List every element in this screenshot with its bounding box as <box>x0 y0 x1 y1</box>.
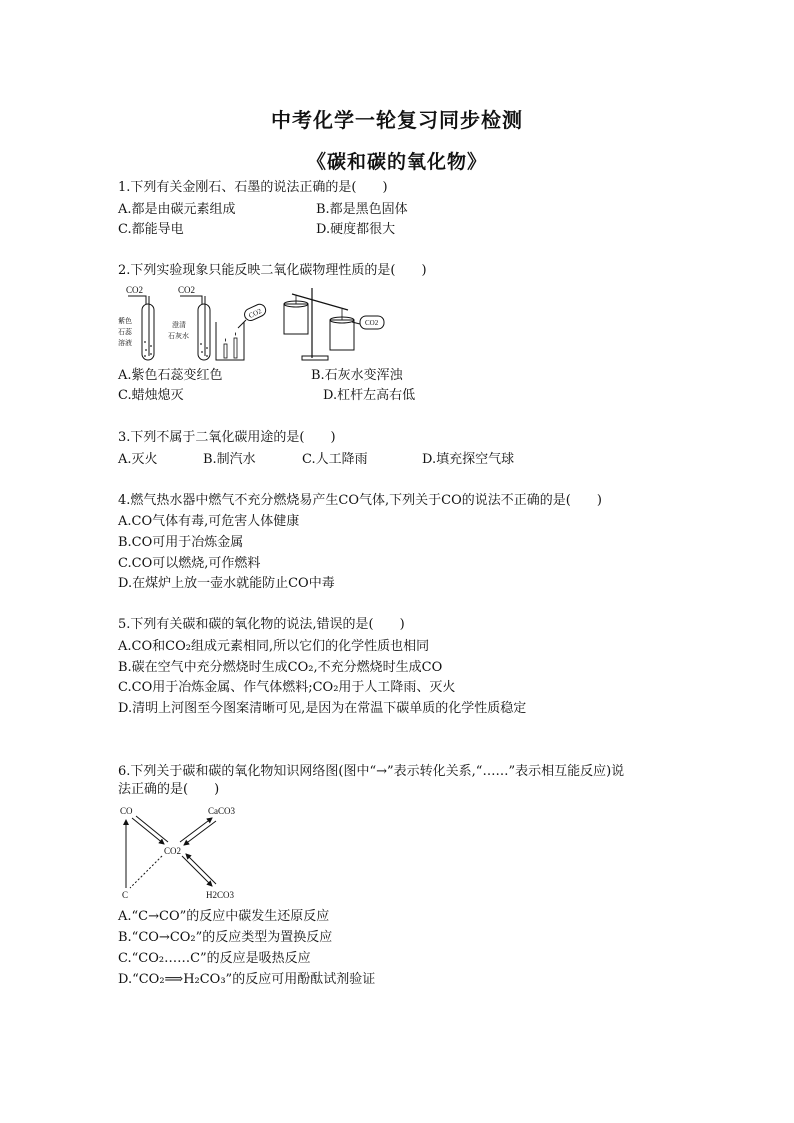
beaker-icon <box>216 322 244 360</box>
q2-fig-lime-2: 石灰水 <box>168 332 189 340</box>
q5-stem: 5.下列有关碳和碳的氧化物的说法,错误的是( ) <box>118 617 405 632</box>
q2-fig-litmus-3: 溶液 <box>118 339 132 347</box>
candle-icon <box>224 344 227 358</box>
page-title: 中考化学一轮复习同步检测 <box>271 108 523 132</box>
q2-stem: 2.下列实验现象只能反映二氧化碳物理性质的是( ) <box>118 263 427 278</box>
q4-stem: 4.燃气热水器中燃气不充分燃烧易产生CO气体,下列关于CO的说法不正确的是( ) <box>118 493 602 508</box>
q6-node-co: CO <box>120 806 133 816</box>
q3-stem: 3.下列不属于二氧化碳用途的是( ) <box>118 430 336 445</box>
q2-fig-co2-label-3: CO2 <box>247 307 263 320</box>
q2-option-a: A.紫色石蕊变红色 <box>118 368 223 383</box>
q2-fig-lime-1: 澄清 <box>172 321 186 329</box>
q5-option-d: D.清明上河图至今图案清晰可见,是因为在常温下碳单质的化学性质稳定 <box>118 701 527 716</box>
q2-fig-co2-label-1: CO2 <box>126 285 144 295</box>
q6-node-co2: CO2 <box>164 846 182 856</box>
q3-option-c: C.人工降雨 <box>302 452 368 467</box>
q4-option-d: D.在煤炉上放一壶水就能防止CO中毒 <box>118 576 335 591</box>
q2-option-b: B.石灰水变浑浊 <box>311 368 403 383</box>
q2-option-d: D.杠杆左高右低 <box>323 388 416 403</box>
q2-experiment-figure <box>116 282 396 366</box>
candle-icon <box>234 338 237 358</box>
q6-option-a: A.“C→CO”的反应中碳发生还原反应 <box>118 909 330 924</box>
q6-option-b: B.“CO→CO₂”的反应类型为置换反应 <box>118 930 333 945</box>
q5-option-b: B.碳在空气中充分燃烧时生成CO₂,不充分燃烧时生成CO <box>118 660 443 675</box>
page-subtitle: 《碳和碳的氧化物》 <box>306 151 487 173</box>
q6-option-c: C.“CO₂……C”的反应是吸热反应 <box>118 951 311 966</box>
q6-node-h2co3: H2CO3 <box>206 890 235 900</box>
q2-fig-litmus-2: 石蕊 <box>118 328 132 336</box>
q4-option-a: A.CO气体有毒,可危害人体健康 <box>118 514 300 529</box>
q1-stem: 1.下列有关金刚石、石墨的说法正确的是( ) <box>118 180 388 195</box>
test-tube-icon <box>142 304 154 360</box>
test-tube-icon <box>198 304 210 360</box>
q1-option-b: B.都是黑色固体 <box>316 202 408 217</box>
q2-fig-co2-label-2: CO2 <box>178 285 196 295</box>
q6-node-c: C <box>122 890 129 900</box>
q6-network-diagram <box>116 804 256 904</box>
q5-option-c: C.CO用于冶炼金属、作气体燃料;CO₂用于人工降雨、灭火 <box>118 680 456 695</box>
q1-option-d: D.硬度都很大 <box>316 222 396 237</box>
q3-option-d: D.填充探空气球 <box>422 452 515 467</box>
q3-option-b: B.制汽水 <box>203 452 256 467</box>
q2-option-c: C.蜡烛熄灭 <box>118 388 184 403</box>
q6-option-d: D.“CO₂⟹H₂CO₃”的反应可用酚酞试剂验证 <box>118 972 376 987</box>
q6-node-caco3: CaCO3 <box>208 806 235 816</box>
q2-fig-litmus-1: 紫色 <box>118 317 132 325</box>
q2-fig-co2-label-4: CO2 <box>365 319 379 327</box>
q3-option-a: A.灭火 <box>118 452 158 467</box>
q6-stem-line-2: 法正确的是( ) <box>118 782 220 797</box>
lever-icon <box>292 294 348 310</box>
q5-option-a: A.CO和CO₂组成元素相同,所以它们的化学性质也相同 <box>118 639 430 654</box>
q4-option-b: B.CO可用于冶炼金属 <box>118 535 244 550</box>
q1-option-c: C.都能导电 <box>118 222 184 237</box>
q6-stem-line-1: 6.下列关于碳和碳的氧化物知识网络图(图中“→”表示转化关系,“……”表示相互能反应)说 <box>118 764 625 779</box>
q4-option-c: C.CO可以燃烧,可作燃料 <box>118 556 261 571</box>
q1-option-a: A.都是由碳元素组成 <box>118 202 236 217</box>
